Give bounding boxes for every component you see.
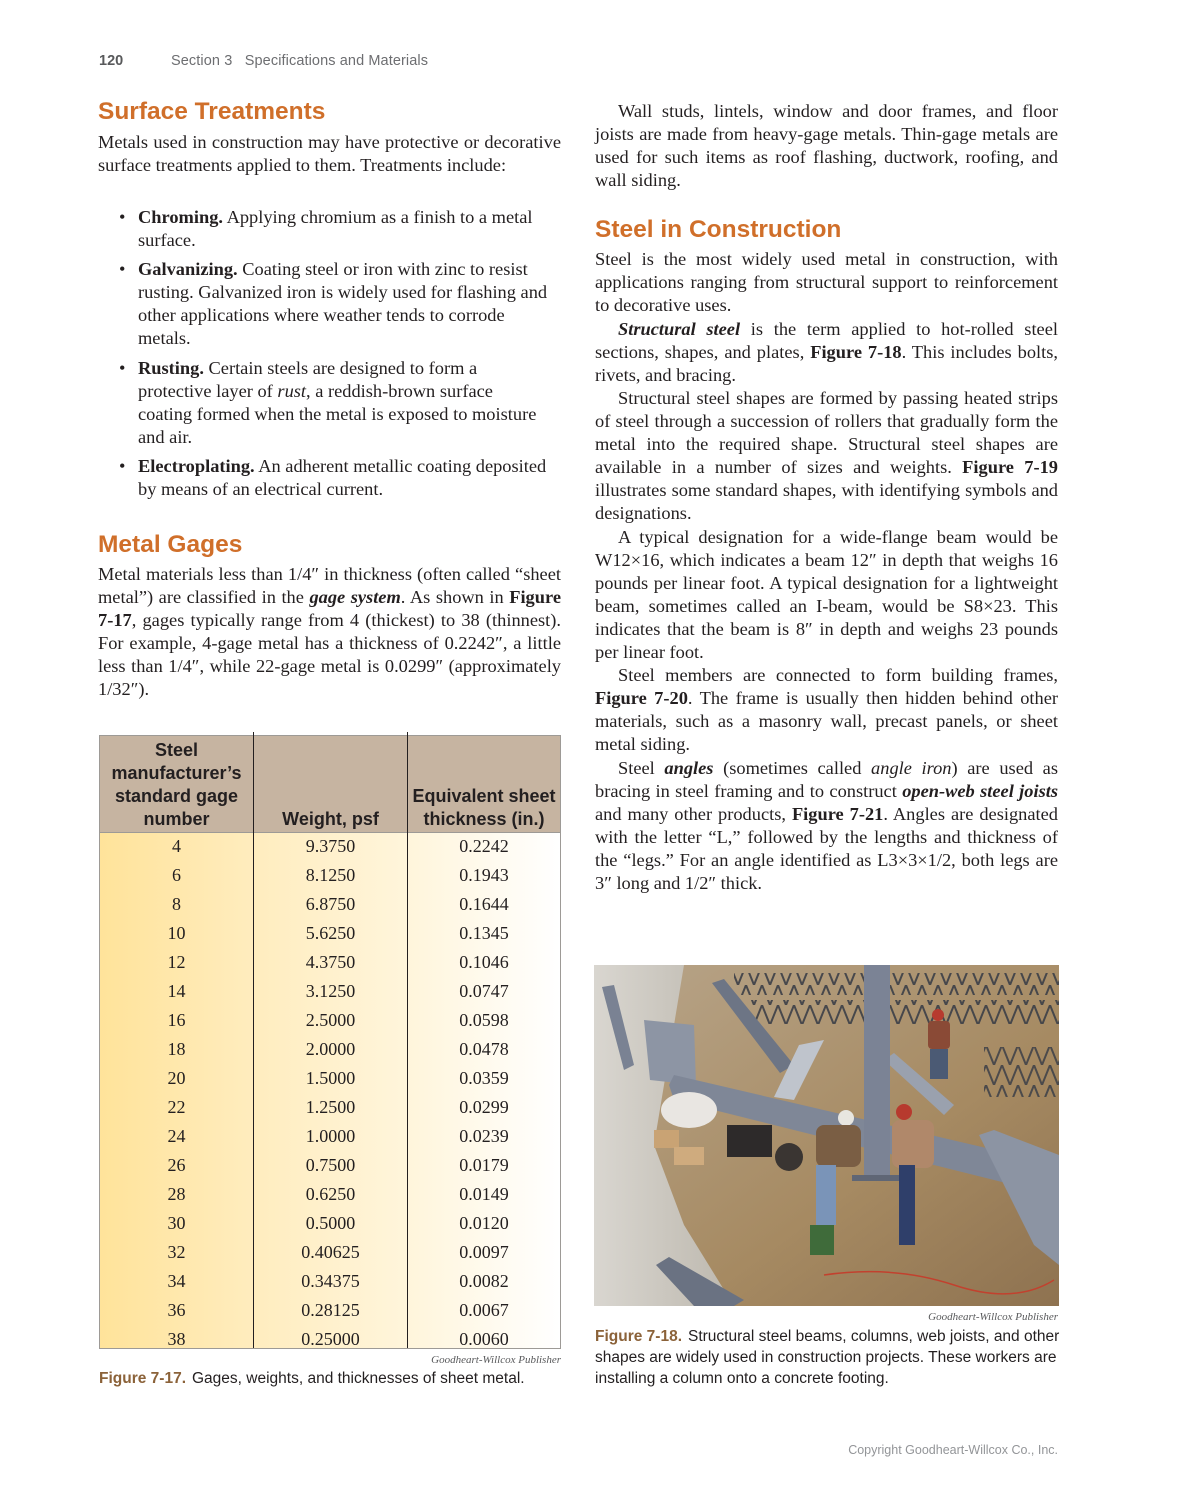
list-item-galvanizing — [98, 258, 548, 350]
drum — [661, 1092, 717, 1128]
designation-paragraph: A typical designation for a wide-flange beam would be W12×16, which indicates a beam 12″ in depth that weighs 16 pounds per linear foot. A typical designation for a lightweight beam, sometimes called an I-beam, would be S8×23. This indicates that the beam is 8″ in depth and weighs 23 pounds per linear foot. — [595, 527, 1058, 663]
table-row — [100, 1151, 560, 1180]
cell-thickness: 0.0060 — [459, 1329, 509, 1349]
table-row — [100, 977, 560, 1006]
steel-shapes-paragraph — [595, 387, 1058, 526]
cell-thickness: 0.1644 — [459, 894, 509, 914]
table-row — [100, 948, 560, 977]
header-gage-number: Steel manufacturer’s standard gage number — [111, 740, 242, 829]
cell-weight: 3.1250 — [305, 981, 356, 1001]
cell-weight: 0.40625 — [301, 1242, 360, 1262]
text-run: is the term applied to hot-rolled steel sections, shapes, and plates, — [595, 319, 1058, 363]
cell-thickness: 0.0120 — [459, 1213, 509, 1233]
bullet-icon: • — [119, 455, 126, 476]
term-electroplating: Electroplating. — [138, 455, 255, 476]
cell-gage: 28 — [167, 1184, 186, 1204]
cell-gage: 20 — [167, 1068, 186, 1088]
open-web-joist — [734, 973, 1059, 995]
table-row — [100, 1267, 560, 1296]
cell-weight: 0.28125 — [301, 1300, 360, 1320]
table-row — [100, 1093, 560, 1122]
term-gage-system: gage system — [309, 587, 401, 608]
text-run: Steel members are connected to form building frames, — [618, 665, 1058, 685]
angles-paragraph — [595, 757, 1058, 896]
term-open-web-steel-joists: open-web steel joists — [902, 781, 1059, 802]
cell-thickness: 0.0179 — [459, 1155, 509, 1175]
cell-thickness: 0.0239 — [459, 1126, 509, 1146]
figure-ref-7-20: Figure 7-20 — [595, 688, 688, 709]
open-web-joist — [749, 1000, 1059, 1024]
bullet-icon: • — [119, 207, 126, 227]
cell-gage: 4 — [172, 836, 181, 856]
table-body — [100, 832, 560, 1354]
cell-weight: 4.3750 — [305, 952, 356, 972]
text-run: and many other products, — [595, 804, 792, 825]
header-thickness: Equivalent sheet thickness (in.) — [412, 786, 556, 829]
text-run: Metal materials less than 1/4″ in thickness (often called “sheet metal”) are classified in the — [98, 564, 561, 608]
construction-photo — [594, 965, 1059, 1306]
cell-thickness: 0.0067 — [459, 1300, 509, 1320]
cell-weight: 0.7500 — [305, 1155, 356, 1175]
cell-weight: 0.6250 — [305, 1184, 356, 1204]
steel-intro-paragraph: Steel is the most widely used metal in construction, with applications ranging from structural support to reinforcement to decorative uses. — [595, 249, 1058, 316]
table-row — [100, 1035, 560, 1064]
cell-weight: 5.6250 — [305, 923, 356, 943]
rusting-text-b: , a reddish-brown surface coating formed when the metal is exposed to moisture and air. — [138, 380, 537, 447]
cell-thickness: 0.0082 — [459, 1271, 509, 1291]
term-angle-iron: angle iron — [871, 758, 952, 778]
heading-steel-in-construction: Steel in Construction — [595, 216, 842, 243]
table-row — [100, 1006, 560, 1035]
rusting-text-a: Certain steels are designed to form a protective layer of — [138, 357, 478, 401]
cell-gage: 38 — [167, 1329, 186, 1349]
table-row — [100, 1064, 560, 1093]
text-run: (sometimes called — [713, 758, 872, 778]
figure-17-caption — [99, 1368, 569, 1389]
text-run: Steel — [618, 758, 665, 778]
list-item-electroplating — [98, 455, 548, 501]
box — [674, 1147, 704, 1165]
heading-surface-treatments: Surface Treatments — [98, 98, 326, 125]
cell-gage: 12 — [167, 952, 186, 972]
table-row — [100, 1238, 560, 1267]
cell-thickness: 0.2242 — [459, 836, 509, 856]
table-row — [100, 1296, 560, 1325]
figure-18-label: Figure 7-18. — [595, 1328, 682, 1345]
table-row — [100, 1180, 560, 1209]
construction-site-illustration — [594, 965, 1059, 1306]
cell-weight: 6.8750 — [305, 894, 356, 914]
table-row — [100, 1209, 560, 1238]
drum — [727, 1125, 772, 1157]
cell-thickness: 0.0478 — [459, 1039, 509, 1059]
text-run: . Angles are designated with the letter “L,” followed by the lengths and thickness of the “legs.” For an angle identified as L3×3×1/2, both legs are 3″ long and 1/2″ thick. — [595, 804, 1058, 894]
cell-gage: 6 — [172, 865, 181, 885]
cell-gage: 24 — [167, 1126, 186, 1146]
text-run: . This includes bolts, rivets, and bracing. — [595, 342, 1059, 386]
bucket — [810, 1225, 834, 1255]
figure-ref-7-19: Figure 7-19 — [962, 457, 1058, 478]
table-row — [100, 890, 560, 919]
table-row — [100, 1122, 560, 1151]
cell-gage: 18 — [167, 1039, 186, 1059]
metal-gages-paragraph — [98, 563, 561, 702]
heading-metal-gages: Metal Gages — [98, 531, 243, 558]
text-run: , gages typically range from 4 (thickest) to 38 (thinnest). For example, 4-gage metal has a thickness of 0.2242″, a little less than 1/4″, while 22-gage metal is 0.0299″ (approximately 1/32″). — [98, 610, 561, 700]
cell-weight: 2.5000 — [305, 1010, 356, 1030]
figure-ref-7-17: Figure 7-17 — [98, 587, 561, 631]
cell-weight: 0.25000 — [301, 1329, 360, 1349]
building-frames-paragraph — [595, 664, 1058, 756]
cell-gage: 10 — [167, 923, 186, 943]
term-rusting: Rusting. — [138, 357, 204, 378]
term-structural-steel: Structural steel — [618, 319, 741, 339]
term-angles: angles — [664, 758, 714, 778]
figure-18-credit: Goodheart-Willcox Publisher — [928, 1311, 1058, 1323]
table-row — [100, 861, 560, 890]
table-row — [100, 919, 560, 948]
figure-17-credit: Goodheart-Willcox Publisher — [431, 1354, 561, 1366]
cell-gage: 36 — [167, 1300, 186, 1320]
wall-studs-paragraph: Wall studs, lintels, window and door frames, and floor joists are made from heavy-gage metals. Thin-gage metals are used for such items as roof flashing, ductwork, roofing, and wall siding. — [595, 101, 1058, 191]
cell-gage: 26 — [167, 1155, 186, 1175]
figure-18-caption — [595, 1326, 1065, 1389]
table-row — [100, 832, 560, 861]
copyright-notice: Copyright Goodheart-Willcox Co., Inc. — [848, 1443, 1058, 1457]
cell-thickness: 0.0299 — [459, 1097, 509, 1117]
figure-ref-7-18: Figure 7-18 — [810, 342, 902, 363]
cell-gage: 32 — [167, 1242, 186, 1262]
electroplating-text: An adherent metallic coating deposited by means of an electrical current. — [138, 455, 547, 500]
term-galvanizing: Galvanizing. — [138, 259, 238, 280]
cell-weight: 0.5000 — [305, 1213, 356, 1233]
cell-thickness: 0.0149 — [459, 1184, 509, 1204]
figure-17-label: Figure 7-17. — [99, 1370, 186, 1387]
bullet-icon: • — [119, 259, 126, 280]
figure-18-caption-text: Structural steel beams, columns, web joists, and other shapes are widely used in construction projects. These workers are installing a column onto a concrete footing. — [595, 1328, 1060, 1387]
cell-weight: 2.0000 — [305, 1039, 356, 1059]
gage-table — [99, 735, 561, 1349]
cell-thickness: 0.1345 — [459, 923, 509, 943]
cell-thickness: 0.0359 — [459, 1068, 509, 1088]
cell-weight: 9.3750 — [305, 836, 356, 856]
bullet-icon: • — [119, 357, 126, 378]
open-web-joist — [984, 1047, 1059, 1097]
box — [654, 1130, 679, 1148]
text-run: illustrates some standard shapes, with identifying symbols and designations. — [595, 480, 1058, 524]
page-number: 120 — [99, 53, 124, 69]
cell-weight: 1.0000 — [305, 1126, 356, 1146]
term-chroming: Chroming. — [138, 207, 223, 227]
cell-weight: 1.5000 — [305, 1068, 356, 1088]
list-item-chroming — [98, 206, 548, 252]
steel-bundle — [644, 1020, 696, 1085]
figure-ref-7-21: Figure 7-21 — [791, 804, 884, 825]
cell-thickness: 0.0747 — [459, 981, 509, 1001]
cell-thickness: 0.0097 — [459, 1242, 509, 1262]
cell-gage: 8 — [172, 894, 181, 914]
surface-treatments-intro: Metals used in construction may have protective or decorative surface treatments applied to them. Treatments include: — [98, 132, 561, 176]
cell-gage: 16 — [167, 1010, 186, 1030]
section-title: Section 3 Specifications and Materials — [171, 53, 429, 69]
cell-gage: 30 — [167, 1213, 186, 1233]
table-header — [100, 736, 560, 833]
running-head — [99, 53, 428, 69]
wheel — [775, 1143, 803, 1171]
chroming-text: Applying chromium as a finish to a metal surface. — [138, 207, 533, 251]
surface-treatments-list — [98, 206, 548, 507]
cell-thickness: 0.1046 — [459, 952, 509, 972]
cell-thickness: 0.1943 — [459, 865, 509, 885]
header-weight: Weight, psf — [282, 809, 379, 829]
steel-column — [864, 965, 890, 1180]
cell-weight: 0.34375 — [301, 1271, 360, 1291]
text-run: . The frame is usually then hidden behind other materials, such as a masonry wall, precast panels, or sheet metal siding. — [595, 688, 1058, 755]
rusting-term-rust: rust — [277, 380, 307, 401]
text-run: Structural steel shapes are formed by passing heated strips of steel through a succession of rollers that gradually form the metal into the required shape. Structural steel shapes are available in a number of sizes and weights. — [595, 388, 1058, 478]
cell-gage: 22 — [167, 1097, 186, 1117]
cell-weight: 8.1250 — [305, 865, 356, 885]
base-plate — [852, 1175, 902, 1181]
table-row — [100, 1325, 560, 1354]
galvanizing-text: Coating steel or iron with zinc to resist rusting. Galvanized iron is widely used for flashing and other applications where weather tends to corrode metals. — [138, 259, 548, 349]
figure-17-caption-text: Gages, weights, and thicknesses of sheet metal. — [192, 1370, 525, 1387]
structural-steel-paragraph — [595, 318, 1058, 387]
list-item-rusting — [98, 357, 548, 449]
cell-gage: 34 — [167, 1271, 186, 1291]
cell-weight: 1.2500 — [305, 1097, 356, 1117]
text-run: ) are used as bracing in steel framing and to construct — [595, 758, 1058, 802]
cell-thickness: 0.0598 — [459, 1010, 509, 1030]
text-run: . As shown in — [400, 587, 510, 608]
cell-gage: 14 — [167, 981, 186, 1001]
